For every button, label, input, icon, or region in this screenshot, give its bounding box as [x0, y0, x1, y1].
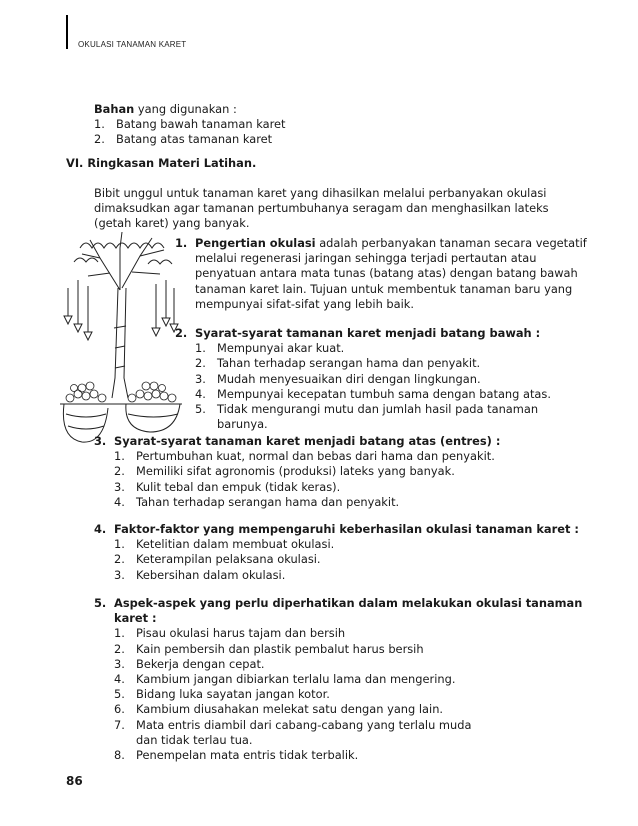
point-2-title: Syarat-syarat tamanan karet menjadi batang bawah :: [195, 326, 541, 340]
list-item: 3. Bekerja dengan cepat.: [114, 656, 265, 671]
list-item: 1. Ketelitian dalam membuat okulasi.: [114, 537, 335, 552]
list-item: 6. Kambium diusahakan melekat satu dengan yang lain.: [114, 702, 444, 717]
intro-line: (getah karet) yang banyak.: [94, 216, 250, 231]
list-item: 5. Tidak mengurangi mutu dan jumlah hasil pada tanaman barunya.: [195, 402, 539, 432]
point-1-line: Pengertian okulasi adalah perbanyakan tanaman secara vegetatif: [195, 236, 587, 250]
header-rule: [66, 15, 68, 49]
list-item: 1. Batang bawah tanaman karet: [94, 117, 286, 132]
point-5: 5. Aspek-aspek yang perlu diperhatikan dalam melakukan okulasi tanaman karet : 1. Pisau okulasi harus tajam dan bersih 2. Kain pembersih dan plastik pembalut harus bersih 3. Bekerja dengan cepat. 4. Kambium jangan dibiarkan terlalu lama dan mengering. 5. Bidang luka sayatan jangan kotor. 6. Kambium diusahakan melekat satu dengan yang lain. 7. Mata entris diambil dari cabang-cabang yang terlalu muda dan tidak terlau tua. 8. Penempelan mata entris tidak terbalik.: [94, 596, 614, 763]
point-3: 3. Syarat-syarat tanaman karet menjadi batang atas (entres) : 1. Pertumbuhan kuat, normal dan bebas dari hama dan penyakit. 2. Memiliki sifat agronomis (produksi) lateks yang banyak. 3. Kulit tebal dan empuk (tidak keras). 4. Tahan terhadap serangan hama dan penyakit.: [94, 434, 604, 510]
rubber-tree-illustration: [60, 228, 182, 444]
list-item: 3. Kulit tebal dan empuk (tidak keras).: [114, 479, 341, 494]
list-item: 3. Kebersihan dalam okulasi.: [114, 567, 286, 582]
intro-line: Bibit unggul untuk tanaman karet yang dihasilkan melalui perbanyakan okulasi: [94, 186, 547, 200]
section-heading: VI. Ringkasan Materi Latihan.: [66, 156, 257, 170]
list-item: 4. Tahan terhadap serangan hama dan penyakit.: [114, 494, 400, 509]
bahan-block: [94, 102, 574, 148]
point-1-line: tanaman karet lain. Tujuan untuk membentuk tanaman baru yang: [195, 281, 573, 296]
list-item: 3. Mudah menyesuaikan diri dengan lingkungan.: [195, 371, 481, 386]
point-1-line: penyatuan antara mata tunas (batang atas) dengan batang bawah: [195, 266, 578, 281]
point-4: 4. Faktor-faktor yang mempengaruhi keberhasilan okulasi tanaman karet : 1. Ketelitian dalam membuat okulasi. 2. Keterampilan pelaksana okulasi. 3. Kebersihan dalam okulasi.: [94, 522, 604, 583]
point-4-list: [114, 537, 604, 583]
list-item: 1. Mempunyai akar kuat.: [195, 341, 345, 356]
list-item: 1. Pertumbuhan kuat, normal dan bebas dari hama dan penyakit.: [114, 449, 495, 464]
list-item: 8. Penempelan mata entris tidak terbalik.: [114, 748, 359, 763]
page-number: 86: [66, 774, 83, 788]
point-1: 1. Pengertian okulasi adalah perbanyakan tanaman secara vegetatif melalui regenerasi jaringan sehingga terjadi pertautan atau penyatuan antara mata tunas (batang atas) dengan batang bawah tanaman karet lain. Tujuan untuk membentuk tanaman baru yang mempunyai sifat-sifat yang lebih baik.: [175, 236, 595, 312]
point-2: 2. Syarat-syarat tamanan karet menjadi batang bawah : 1. Mempunyai akar kuat. 2. Tahan terhadap serangan hama dan penyakit. 3. Mudah menyesuaikan diri dengan lingkungan. 4. Mempunyai kecepatan tumbuh sama dengan batang atas. 5. Tidak mengurangi mutu dan jumlah hasil pada tanaman barunya.: [175, 326, 595, 432]
list-item: 2. Tahan terhadap serangan hama dan penyakit.: [195, 356, 481, 371]
point-4-title: Faktor-faktor yang mempengaruhi keberhasilan okulasi tanaman karet :: [114, 522, 579, 536]
running-header: OKULASI TANAMAN KARET: [78, 40, 187, 49]
list-item: 4. Kambium jangan dibiarkan terlalu lama dan mengering.: [114, 672, 456, 687]
point-5-title: Aspek-aspek yang perlu diperhatikan dalam melakukan okulasi tanaman karet :: [114, 596, 583, 626]
intro-paragraph: [94, 186, 594, 232]
bahan-list: [94, 117, 574, 147]
list-item: 4. Mempunyai kecepatan tumbuh sama dengan batang atas.: [195, 386, 551, 401]
list-item: 2. Kain pembersih dan plastik pembalut harus bersih: [114, 641, 424, 656]
list-item: 2. Memiliki sifat agronomis (produksi) lateks yang banyak.: [114, 464, 455, 479]
bahan-label: Bahan yang digunakan :: [94, 102, 237, 116]
list-item: 7. Mata entris diambil dari cabang-cabang yang terlalu muda dan tidak terlau tua.: [114, 717, 472, 747]
point-5-list: [114, 626, 614, 763]
point-3-title: Syarat-syarat tanaman karet menjadi batang atas (entres) :: [114, 434, 501, 448]
point-1-line: melalui regenerasi jaringan sehingga terjadi pertautan atau: [195, 251, 537, 266]
list-item: 1. Pisau okulasi harus tajam dan bersih: [114, 626, 346, 641]
list-item: 2. Batang atas tamanan karet: [94, 132, 273, 147]
list-item: 5. Bidang luka sayatan jangan kotor.: [114, 687, 330, 702]
point-1-line: mempunyai sifat-sifat yang lebih baik.: [195, 296, 415, 311]
point-2-list: [195, 341, 595, 432]
intro-line: dimaksudkan agar tamanan pertumbuhanya seragam dan menghasilkan lateks: [94, 201, 549, 216]
list-item: 2. Keterampilan pelaksana okulasi.: [114, 552, 321, 567]
point-3-list: [114, 449, 604, 510]
